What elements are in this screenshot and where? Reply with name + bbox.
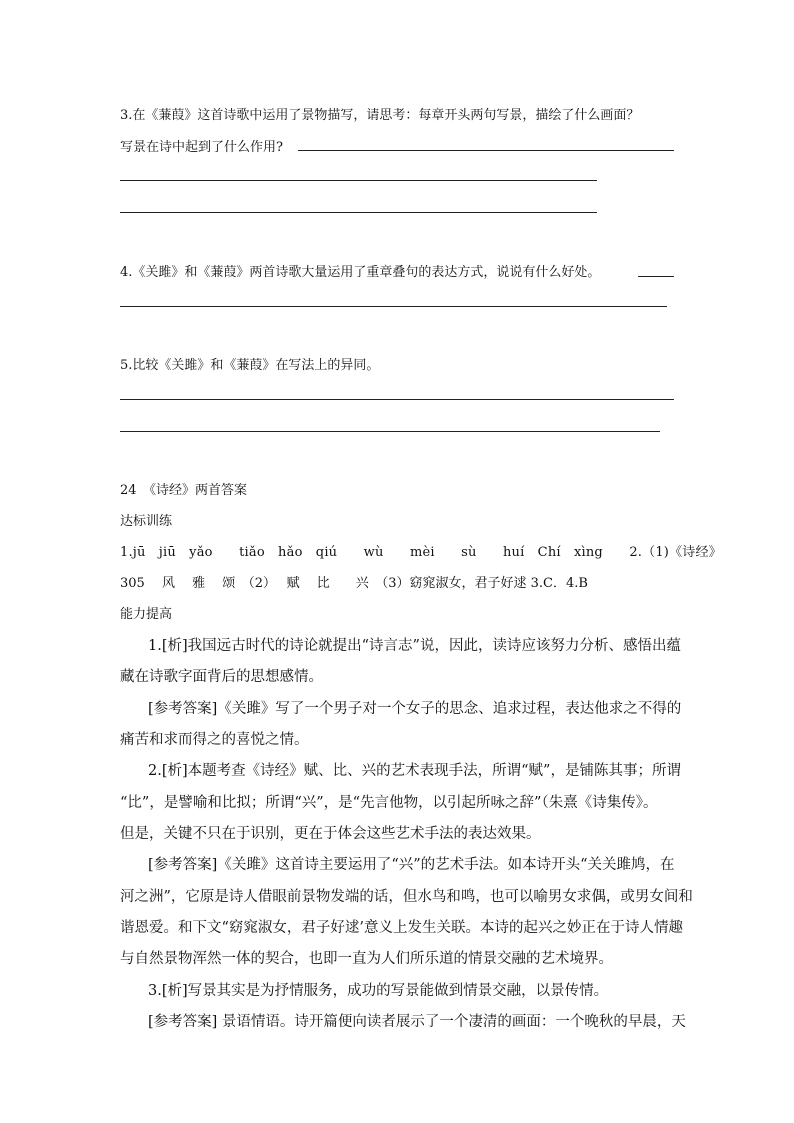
pinyin-answer-line: 1.jū jiū yǎo tiǎo hǎo qiú wù mèi sù huí Chí xìng 2.（1)《诗经》 — [120, 545, 722, 560]
paragraph-line: 痛苦和求而得之的喜悦之情。 — [120, 732, 309, 748]
question-3-line-2 — [120, 136, 283, 155]
paragraph-line: [参考答案]《关雎》这首诗主要运用了“兴”的艺术手法。如本诗开头“关关雎鸠，在 — [148, 857, 675, 873]
paragraph-line: 河之洲”，它原是诗人借眼前景物发端的话，但水鸟和鸣，也可以喻男女求偶，或男女间和 — [120, 889, 693, 905]
paragraph-line: 1.[析]我国远古时代的诗论就提出“诗言志”说，因此，读诗应该努力分析、感悟出蕴 — [148, 638, 681, 654]
section-heading-training: 达标训练 — [120, 514, 173, 529]
paragraph-line: 3.[析]写景其实是为抒情服务，成功的写景能做到情景交融，以景传情。 — [148, 983, 609, 999]
paragraph-line: 但是，关键不只在于识别，更在于体会这些艺术手法的表达效果。 — [120, 826, 541, 842]
question-5-line-1: 5.比较《关雎》和《蒹葭》在写法上的异同。 — [120, 358, 380, 373]
answer-blank-line[interactable] — [120, 180, 597, 181]
paragraph-line: 与自然景物浑然一体的契合，也即一直为人们所乐道的情景交融的艺术境界。 — [120, 951, 613, 967]
paragraph-line: 2.[析]本题考查《诗经》赋、比、兴的艺术表现手法，所谓“赋”，是铺陈其事；所谓 — [148, 763, 681, 779]
paragraph-line: [参考答案]《关雎》写了一个男子对一个女子的思念、追求过程，表达他求之不得的 — [148, 701, 682, 717]
answer-blank-line[interactable] — [120, 212, 597, 213]
answer-blank-line[interactable] — [298, 150, 674, 151]
paragraph-line: 藏在诗歌字面背后的思想感情。 — [120, 669, 323, 685]
answer-blank-line[interactable] — [638, 276, 674, 277]
answer-line-2: 305 风 雅 颂 （2） 赋 比 兴 （3）窈窕淑女，君子好逑 3.C．4.B — [120, 576, 588, 591]
paragraph-line: [参考答案] 景语情语。诗开篇便向读者展示了一个凄清的画面：一个晚秋的早晨，天 — [148, 1014, 686, 1030]
paragraph-line: 谐恩爱。和下文“窈窕淑女，君子好逑’意义上发生关联。本诗的起兴之妙正在于诗人情趣 — [120, 920, 684, 936]
question-3-line-2-text: 写景在诗中起到了什么作用? — [120, 140, 283, 155]
question-3-line-1: 3.在《蒹葭》这首诗歌中运用了景物描写，请思考：每章开头两句写景，描绘了什么画面？ — [120, 108, 640, 123]
question-4-line-1: 4.《关雎》和《蒹葭》两首诗歌大量运用了重章叠句的表达方式，说说有什么好处。 — [120, 265, 601, 280]
answer-blank-line[interactable] — [120, 306, 667, 307]
paragraph-line: “比”，是譬喻和比拟；所谓“兴”，是“先言他物，以引起所咏之辞”（朱熹《诗集传》。 — [120, 795, 658, 811]
section-heading-improve: 能力提高 — [120, 607, 173, 622]
answer-blank-line[interactable] — [120, 431, 660, 432]
answers-title: 24 《诗经》两首答案 — [120, 483, 248, 498]
answer-blank-line[interactable] — [120, 399, 674, 400]
